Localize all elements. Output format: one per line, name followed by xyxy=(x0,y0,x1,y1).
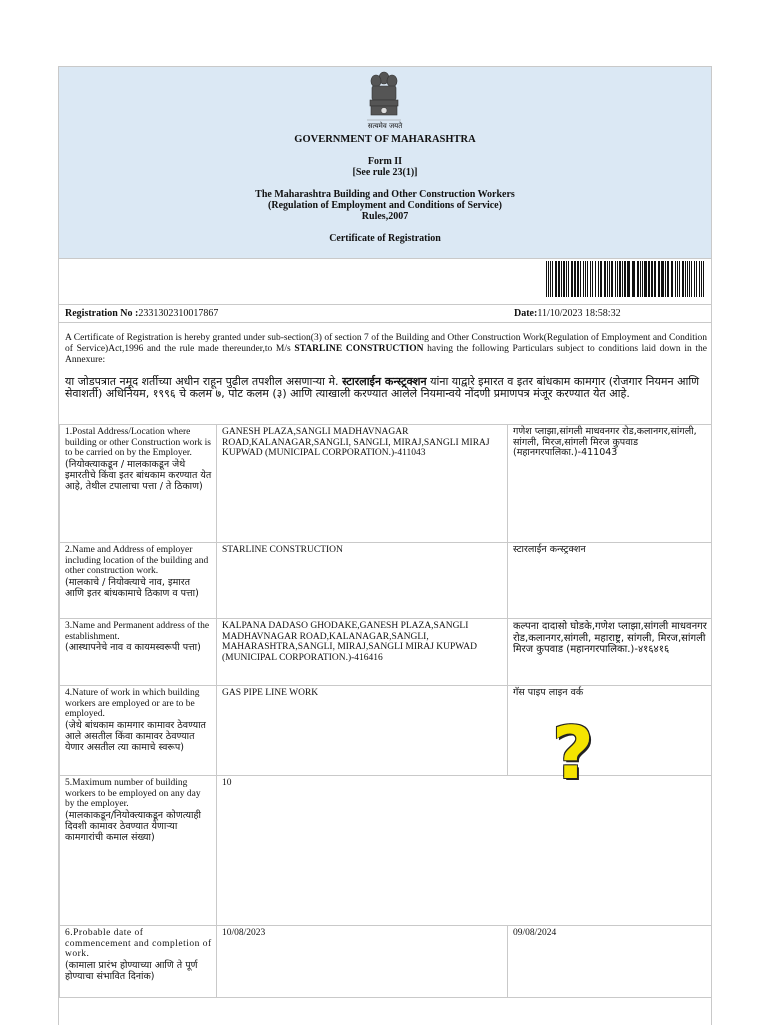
act-title-line1: The Maharashtra Building and Other Construction Workers xyxy=(255,189,515,200)
table-row: 6.Probable date of commencement and completion of work. (कामाला प्रारंभ होण्याच्या आणि ते पूर्ण होण्याचा संभावित दिनांक) 10/08/2023 09/08/2024 xyxy=(60,926,712,998)
barcode-bar xyxy=(546,261,547,297)
barcode-bar xyxy=(604,261,606,297)
barcode-bar xyxy=(583,261,584,297)
barcode-bar xyxy=(568,261,569,297)
barcode-bar xyxy=(561,261,562,297)
barcode-bar xyxy=(640,261,641,297)
barcode-bar xyxy=(550,261,551,297)
barcode-bar xyxy=(696,261,697,297)
barcode-bar xyxy=(555,261,557,297)
barcode-bar xyxy=(627,261,630,297)
barcode-bar xyxy=(552,261,553,297)
barcode-bar xyxy=(677,261,678,297)
barcode-bar xyxy=(622,261,623,297)
barcode-bar xyxy=(590,261,591,297)
barcode-bar xyxy=(644,261,647,297)
barcode-bar xyxy=(607,261,608,297)
barcode-bar xyxy=(619,261,621,297)
barcode-bar xyxy=(687,261,688,297)
barcode-bar xyxy=(558,261,560,297)
barcode-bar xyxy=(701,261,702,297)
barcode-bar xyxy=(703,261,704,297)
barcode-bar xyxy=(671,261,673,297)
certificate-document xyxy=(58,66,712,1025)
intro-english: A Certificate of Registration is hereby granted under sub-section(3) of section 7 of the Building and Other Construction Work(Regulation of Employment and Condition of Service)Act,1996 and the rule made thereunder,to M/s STARLINE CONSTRUCTION having the following Particulars subject to conditions laid down in the Annexure: xyxy=(65,333,707,365)
barcode-bar xyxy=(598,261,599,297)
barcode-bar xyxy=(665,261,666,297)
form-number: Form II xyxy=(367,156,403,167)
table-row: 5.Maximum number of building workers to be employed on any day by the employer. (मालकाकडून/नियोक्त्याकडून कोणत्याही दिवशी कामावर ठेवण्यात येणाऱ्या कामगारांची कमाल संख्या) 10 xyxy=(60,776,712,926)
registration-number: Registration No :2331302310017867 xyxy=(65,308,219,319)
barcode-icon xyxy=(545,261,707,297)
barcode-bar xyxy=(611,261,613,297)
barcode-bar xyxy=(689,261,690,297)
barcode-bar xyxy=(574,261,576,297)
act-title-line3: Rules,2007 xyxy=(361,211,409,222)
barcode-bar xyxy=(642,261,643,297)
barcode-bar xyxy=(694,261,695,297)
barcode-bar xyxy=(651,261,653,297)
table-row: 2.Name and Address of employer including location of the building and other construction work. (मालकाचे / नियोक्त्याचे नाव, इमारत आणि इतर बांधकामाचे ठिकाण व पत्ता) STARLINE CONSTRUCTION स्टारलाईन कन्स्ट्रक्शन xyxy=(60,543,712,619)
barcode-bar xyxy=(667,261,669,297)
barcode-bar xyxy=(617,261,618,297)
barcode-bar xyxy=(548,261,549,297)
emblem-motto: सत्यमेव जयते xyxy=(367,122,403,130)
certificate-header xyxy=(59,67,711,259)
certificate-title: Certificate of Registration xyxy=(329,233,441,244)
intro-marathi: या जोडपत्रात नमूद शर्तीच्या अधीन राहून पुढील तपशील असणाऱ्या मे. स्टारलाईन कन्स्ट्रक्शन यांना याद्वारे इमारत व इतर बांधकाम कामगार (रोजगार नियमन आणि सेवाशर्ती) अधिनियम, १९९६ चे कलम ७, पोट कलम (३) आणि त्याखाली करण्यात आलेले नियमान्वये नोंदणी प्रमाणपत्र मंजूर करण्यात येत आहे. xyxy=(65,375,700,400)
government-title: GOVERNMENT OF MAHARASHTRA xyxy=(294,134,476,145)
barcode-bar xyxy=(682,261,684,297)
barcode-row xyxy=(59,259,711,305)
barcode-bar xyxy=(587,261,588,297)
barcode-bar xyxy=(585,261,586,297)
barcode-bar xyxy=(577,261,579,297)
barcode-bar xyxy=(685,261,686,297)
barcode-bar xyxy=(615,261,616,297)
barcode-bar xyxy=(679,261,680,297)
barcode-bar xyxy=(592,261,593,297)
barcode-bar xyxy=(675,261,676,297)
barcode-bar xyxy=(571,261,573,297)
barcode-bar xyxy=(658,261,660,297)
barcode-bar xyxy=(637,261,639,297)
rule-reference: [See rule 23(1)] xyxy=(352,167,418,178)
registration-date: Date:11/10/2023 18:58:32 xyxy=(514,308,621,319)
firm-name-marathi: स्टारलाईन कन्स्ट्रक्शन xyxy=(342,375,427,388)
table-row: 1.Postal Address/Location where building or other Construction work is to be carried on by the Employer. (नियोक्त्याकडून / मालकाकडून जेथे इमारतीचे किंवा इतर बांधकाम करण्यात येत आहे, तेथील टपालाचा पत्ता / ते ठिकाण) GANESH PLAZA,SANGLI MADHAVNAGAR ROAD,KALANAGAR,SANGLI, SANGLI, MIRAJ,SANGLI MIRAJ KUPWAD (MUNICIPAL CORPORATION.)-411043 गणेश प्लाझा,सांगली माधवनगर रोड,कलानगर,सांगली, सांगली, मिरज,सांगली मिरज कुपवाड (महानगरपालिका.)-411043 xyxy=(60,425,712,543)
barcode-bar xyxy=(580,261,581,297)
barcode-bar xyxy=(566,261,567,297)
barcode-bar xyxy=(648,261,650,297)
table-row: 3.Name and Permanent address of the establishment. (आस्थापनेचे नाव व कायमस्वरूपी पत्ता) KALPANA DADASO GHODAKE,GANESH PLAZA,SANGLI MADHAVNAGAR ROAD,KALANAGAR,SANGLI, MAHARASHTRA,SANGLI, MIRAJ,SANGLI MIRAJ KUPWAD (MUNICIPAL CORPORATION.)-416416 कल्पना दादासो घोडके,गणेश प्लाझा,सांगली माधवनगर रोड,कलानगर,सांगली, महाराष्ट्र, सांगली, मिरज,सांगली मिरज कुपवाड (महानगरपालिका.)-४१६४१६ xyxy=(60,619,712,686)
barcode-bar xyxy=(595,261,596,297)
act-title-line2: (Regulation of Employment and Conditions of Service) xyxy=(268,200,502,211)
registration-row xyxy=(59,305,711,323)
particulars-table xyxy=(59,424,712,998)
barcode-bar xyxy=(654,261,656,297)
barcode-bar xyxy=(624,261,626,297)
barcode-bar xyxy=(699,261,700,297)
table-row: 4.Nature of work in which building workers are employed or are to be employed. (जेथे बांधकाम कामगार कामावर ठेवण्यात आले असतील किंवा कामावर ठेवण्यात येणार असतील त्या कामाचे स्वरूप) GAS PIPE LINE WORK गॅस पाइप लाइन वर्क xyxy=(60,686,712,776)
national-emblem-icon xyxy=(363,69,405,129)
firm-name: STARLINE CONSTRUCTION xyxy=(294,344,424,354)
question-mark-overlay-icon: ? xyxy=(552,711,594,795)
barcode-bar xyxy=(661,261,664,297)
barcode-bar xyxy=(600,261,602,297)
barcode-bar xyxy=(691,261,692,297)
barcode-bar xyxy=(609,261,610,297)
barcode-bar xyxy=(563,261,565,297)
barcode-bar xyxy=(632,261,635,297)
